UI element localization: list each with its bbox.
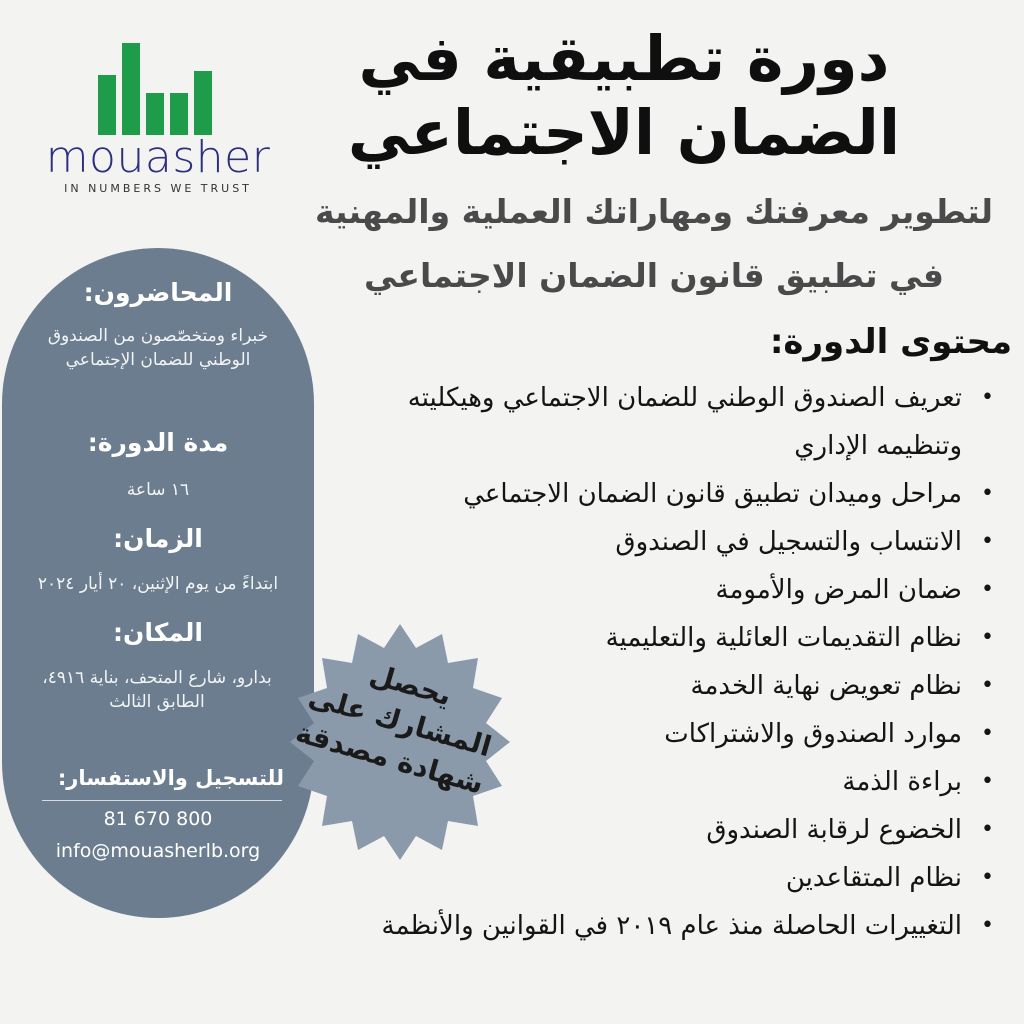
bar-chart-logo-icon [98, 40, 238, 135]
phone-number[interactable]: 81 670 800 [103, 808, 213, 830]
bullet-icon: • [981, 625, 994, 650]
list-item: • مراحل وميدان تطبيق قانون الضمان الاجتماعي [364, 470, 1004, 518]
bullet-icon: • [981, 529, 994, 554]
logo-wordmark: mouasher [45, 132, 271, 183]
content-heading: محتوى الدورة: [769, 322, 1012, 362]
subtitle-line-2: في تطبيق قانون الضمان الاجتماعي [364, 256, 944, 295]
bullet-icon: • [981, 721, 994, 746]
subtitle [304, 180, 1004, 308]
info-panel [2, 248, 314, 918]
logo-tagline: IN NUMBERS WE TRUST [64, 182, 252, 195]
bullet-icon: • [981, 865, 994, 890]
bullet-icon: • [981, 913, 994, 938]
place-heading: المكان: [113, 618, 203, 647]
email-link[interactable]: info@mouasherlb.org [55, 840, 261, 862]
bullet-icon: • [981, 817, 994, 842]
content-list [364, 374, 1004, 950]
bullet-icon: • [981, 385, 994, 410]
duration-heading: مدة الدورة: [87, 428, 229, 457]
list-item: • موارد الصندوق والاشتراكات [364, 710, 1004, 758]
register-heading: للتسجيل والاستفسار: [57, 766, 284, 790]
title-line-2: الضمان الاجتماعي [347, 96, 901, 169]
badge-text: يحصل المشارك على شهادة مصدقة [292, 657, 496, 801]
lecturers-heading: المحاضرون: [83, 278, 233, 307]
list-item: • ضمان المرض والأمومة [364, 566, 1004, 614]
list-item: • براءة الذمة [364, 758, 1004, 806]
divider [42, 800, 282, 801]
place-text: بدارو، شارع المتحف، بناية ٤٩١٦، الطابق الثالث [42, 668, 272, 712]
list-item: • نظام التقديمات العائلية والتعليمية [364, 614, 1004, 662]
list-item: • نظام تعويض نهاية الخدمة [364, 662, 1004, 710]
bullet-icon: • [981, 769, 994, 794]
mouasher-logo [38, 40, 278, 200]
time-text: ابتداءً من يوم الإثنين، ٢٠ أيار ٢٠٢٤ [37, 574, 279, 594]
title-line-1: دورة تطبيقية في [358, 22, 890, 95]
page-title [314, 22, 934, 170]
list-item: • الخضوع لرقابة الصندوق [364, 806, 1004, 854]
duration-text: ١٦ ساعة [126, 480, 190, 500]
lecturers-text: خبراء ومتخصّصون من الصندوق الوطني للضمان الإجتماعي [47, 326, 269, 370]
list-item: • التغييرات الحاصلة منذ عام ٢٠١٩ في القوانين والأنظمة [364, 902, 1004, 950]
list-item: • الانتساب والتسجيل في الصندوق [364, 518, 1004, 566]
list-item: • تعريف الصندوق الوطني للضمان الاجتماعي وهيكليته وتنظيمه الإداري [364, 374, 1004, 470]
subtitle-line-1: لتطوير معرفتك ومهاراتك العملية والمهنية [315, 192, 993, 231]
bullet-icon: • [981, 577, 994, 602]
bullet-icon: • [981, 481, 994, 506]
time-heading: الزمان: [113, 524, 203, 553]
bullet-icon: • [981, 673, 994, 698]
list-item: • نظام المتقاعدين [364, 854, 1004, 902]
